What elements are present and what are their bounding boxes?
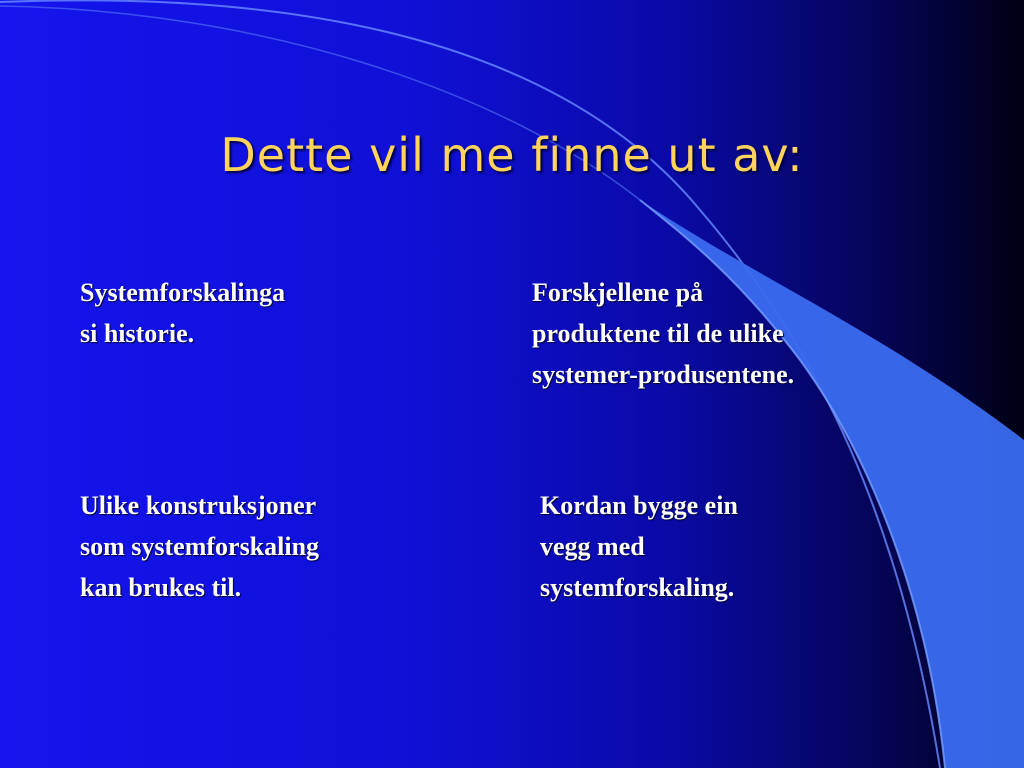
text-line: vegg med: [540, 532, 645, 561]
text-block-differences: [532, 272, 794, 395]
text-line: Ulike konstruksjoner: [80, 491, 317, 520]
text-block-constructions: [80, 485, 319, 608]
slide-title: Dette vil me finne ut av:: [220, 128, 804, 182]
text-line: si historie.: [80, 319, 195, 348]
text-line: produktene til de ulike: [532, 319, 784, 348]
text-line: systemforskaling.: [540, 573, 735, 602]
text-line: som systemforskaling: [80, 532, 320, 561]
text-line: kan brukes til.: [80, 573, 242, 602]
text-block-wall-building: [540, 485, 738, 608]
text-line: Systemforskalinga: [80, 278, 286, 307]
text-line: Forskjellene på: [532, 278, 704, 307]
text-line: systemer-produsentene.: [532, 360, 795, 389]
text-line: Kordan bygge ein: [540, 491, 738, 520]
text-block-history: [80, 272, 285, 354]
